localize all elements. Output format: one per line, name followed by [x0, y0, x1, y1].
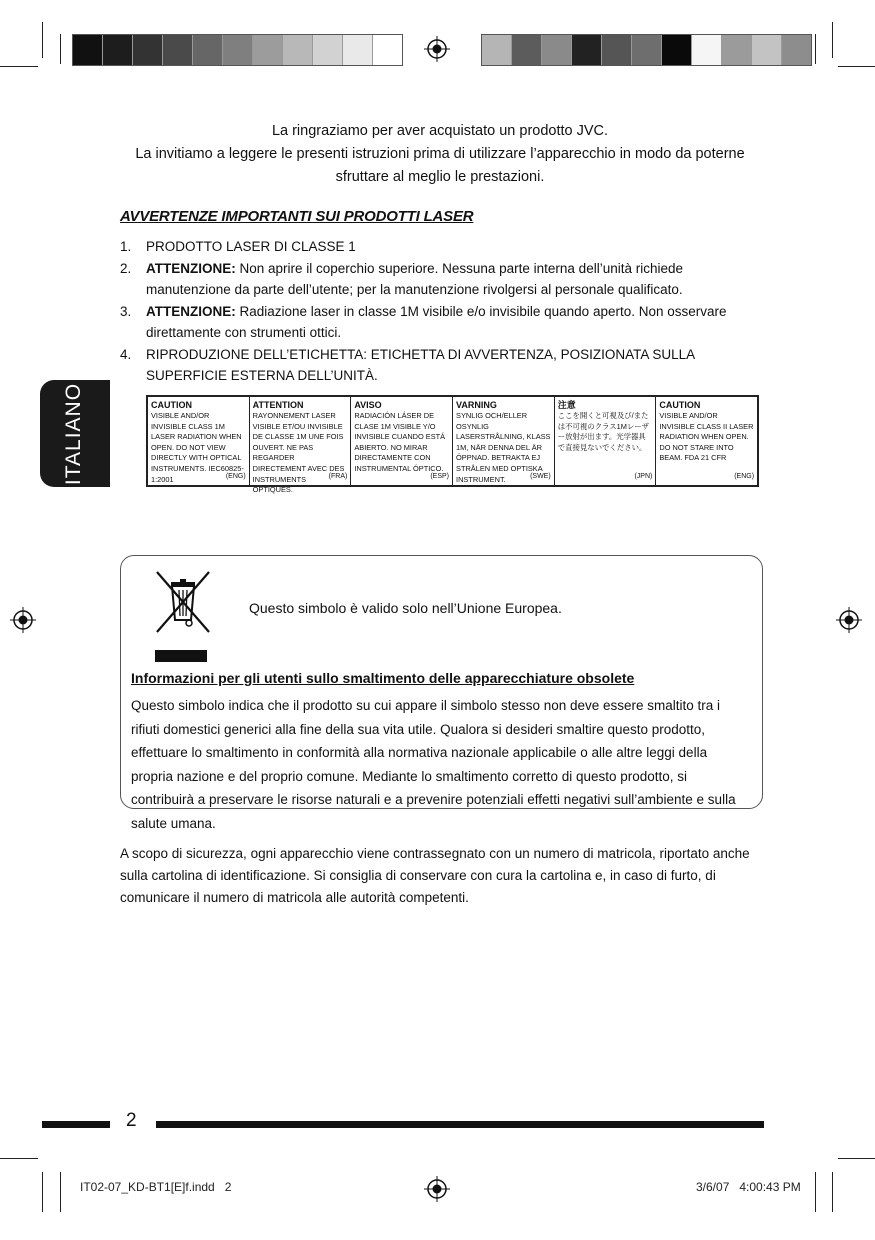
- warning-label-title: CAUTION: [659, 400, 701, 410]
- footer-file-name: IT02-07_KD-BT1[E]f.indd 2: [80, 1180, 232, 1194]
- calibration-swatch: [73, 35, 103, 65]
- crop-mark: [832, 1172, 833, 1212]
- calibration-swatch: [692, 35, 722, 65]
- calibration-swatch: [163, 35, 193, 65]
- serial-number-note: A scopo di sicurezza, ogni apparecchio viene contrassegnato con un numero di matricola, riportato anche sulla cartolina di identificazione. Si consiglia di conservare con cura la cartolina e, in caso di furto, di comunicare il numero di matricola alle autorità competenti.: [120, 846, 750, 905]
- page-rule-right: [156, 1121, 764, 1128]
- crop-mark: [42, 1172, 43, 1212]
- intro-text: [120, 120, 760, 189]
- item-number: 3.: [120, 303, 132, 319]
- warning-label-code: (FRA): [328, 473, 348, 481]
- calibration-swatch: [752, 35, 782, 65]
- item-number: 2.: [120, 260, 132, 276]
- calibration-swatch: [313, 35, 343, 65]
- crop-mark: [60, 1172, 61, 1212]
- warning-label: [656, 397, 757, 485]
- warning-label-title: ATTENTION: [252, 400, 304, 410]
- crop-mark: [42, 22, 43, 58]
- crop-mark: [832, 22, 833, 58]
- item-text: Radiazione laser in classe 1M visibile e/o invisibile quando aperto. Non osservare direttamente con strumenti ottici.: [146, 303, 727, 340]
- crop-mark: [838, 1158, 875, 1159]
- calibration-swatch: [482, 35, 512, 65]
- footer-datetime: 3/6/07 4:00:43 PM: [696, 1180, 801, 1194]
- calibration-swatch: [103, 35, 133, 65]
- warning-label-title: 注意: [557, 400, 576, 410]
- item-bold-label: ATTENZIONE:: [146, 260, 236, 276]
- item-text: Non aprire il coperchio superiore. Nessuna parte interna dell’unità richiede manutenzione da parte dell’utente; per la manutenzione rivolgersi al personale qualificato.: [146, 260, 683, 297]
- warning-label-code: (ENG): [734, 473, 755, 481]
- crop-mark: [838, 66, 875, 67]
- crop-mark: [815, 1172, 816, 1212]
- weee-heading: Informazioni per gli utenti sullo smaltimento delle apparecchiature obsolete: [131, 670, 635, 686]
- crop-mark: [815, 34, 816, 64]
- warning-label-body: RADIACIÓN LÁSER DE CLASE 1M VISIBLE Y/O INVISIBLE CUANDO ESTÁ ABIERTO. NO MIRAR DIRECTAMENTE CON INSTRUMENTAL ÓPTICO.: [354, 411, 446, 473]
- crop-mark: [0, 1158, 38, 1159]
- registration-mark-icon: [10, 607, 36, 633]
- registration-mark-icon: [836, 607, 862, 633]
- calibration-bar-left: [72, 34, 403, 66]
- weee-black-bar: [155, 650, 207, 662]
- warning-label-body: ここを開くと可視及び/または不可視のクラス1Mレーザー放射が出ます。光学器具で直接見ないでください。: [557, 411, 650, 452]
- warning-label-body: VISIBLE AND/OR INVISIBLE CLASS 1M LASER RADIATION WHEN OPEN. DO NOT VIEW DIRECTLY WITH OPTICAL INSTRUMENTS. IEC60825-1:2001: [151, 411, 244, 484]
- laser-warning-item: [120, 344, 760, 387]
- warning-label: [148, 397, 250, 485]
- crossed-wheelie-bin-icon: [151, 570, 215, 634]
- warning-label-code: (ESP): [430, 473, 450, 481]
- warning-label: [250, 397, 352, 495]
- calibration-swatch: [602, 35, 632, 65]
- item-number: 4.: [120, 346, 132, 362]
- intro-line-1: La ringraziamo per aver acquistato un prodotto JVC.: [271, 123, 609, 139]
- calibration-swatch: [512, 35, 542, 65]
- eu-validity-text: Questo simbolo è valido solo nell’Unione Europea.: [249, 600, 562, 616]
- weee-notice-box: [120, 555, 763, 831]
- crop-mark: [0, 66, 38, 67]
- intro-line-2: La invitiamo a leggere le presenti istruzioni prima di utilizzare l’apparecchio in modo da poterne sfruttare al meglio le prestazioni.: [135, 146, 745, 185]
- weee-body: Questo simbolo indica che il prodotto su cui appare il simbolo stesso non deve essere smaltito tra i rifiuti domestici generici alla fine della sua vita utile. Qualora si desideri smaltire questo prodotto, effettuare lo smaltimento in conformità alla normativa nazionale applicabile o alle altre leggi della propria nazione e del proprio comune. Mediante lo smaltimento corretto di questo prodotto, si contribuirà a preservare le risorse naturali e a prevenire potenziali effetti negativi sull’ambiente e sulla salute umana.: [131, 698, 736, 831]
- calibration-swatch: [782, 35, 811, 65]
- warning-label-title: VARNING: [456, 400, 497, 410]
- language-tab-label: ITALIANO: [62, 382, 85, 486]
- warning-label-code: (SWE): [530, 473, 551, 481]
- calibration-swatch: [722, 35, 752, 65]
- page-number: 2: [126, 1110, 137, 1131]
- laser-warning-labels: [146, 395, 759, 495]
- calibration-swatch: [632, 35, 662, 65]
- section-title: AVVERTENZE IMPORTANTI SUI PRODOTTI LASER: [120, 208, 474, 225]
- laser-warnings-list: [120, 236, 760, 387]
- item-bold-label: ATTENZIONE:: [146, 303, 236, 319]
- item-text: RIPRODUZIONE DELL’ETICHETTA: ETICHETTA DI AVVERTENZA, POSIZIONATA SULLA SUPERFICIE ESTERNA DELL’UNITÀ.: [146, 346, 695, 383]
- warning-label-code: (JPN): [634, 473, 653, 481]
- crop-mark: [60, 34, 61, 64]
- warning-label-body: RAYONNEMENT LASER VISIBLE ET/OU INVISIBLE DE CLASSE 1M UNE FOIS OUVERT. NE PAS REGARDER DIRECTEMENT AVEC DES INSTRUMENTS OPTIQUES.: [252, 411, 345, 495]
- calibration-swatch: [253, 35, 283, 65]
- page-rule-left: [42, 1121, 110, 1128]
- calibration-swatch: [373, 35, 402, 65]
- laser-warning-item: [120, 301, 760, 344]
- calibration-bar-right: [481, 34, 812, 66]
- warning-label: [351, 397, 453, 485]
- warning-label: [555, 397, 657, 485]
- calibration-swatch: [662, 35, 692, 65]
- calibration-swatch: [133, 35, 163, 65]
- warning-label-title: CAUTION: [151, 400, 192, 410]
- warning-label-code: (ENG): [225, 473, 246, 481]
- laser-warning-item: [120, 236, 760, 258]
- laser-warning-item: [120, 258, 760, 301]
- registration-mark-icon: [424, 1176, 450, 1202]
- calibration-swatch: [193, 35, 223, 65]
- warning-label-title: AVISO: [354, 400, 382, 410]
- warning-label-body: VISIBLE AND/OR INVISIBLE CLASS II LASER RADIATION WHEN OPEN. DO NOT STARE INTO BEAM. FDA 21 CFR: [659, 411, 754, 463]
- calibration-swatch: [283, 35, 313, 65]
- registration-mark-icon: [424, 36, 450, 62]
- item-text: PRODOTTO LASER DI CLASSE 1: [146, 239, 356, 254]
- calibration-swatch: [223, 35, 253, 65]
- calibration-swatch: [542, 35, 572, 65]
- warning-label: [453, 397, 555, 485]
- warning-label-body: SYNLIG OCH/ELLER OSYNLIG LASERSTRÅLNING, KLASS 1M, NÄR DENNA DEL ÄR ÖPPNAD. BETRAKTA EJ STRÅLEN MED OPTISKA INSTRUMENT.: [456, 411, 551, 484]
- language-tab: [40, 380, 110, 487]
- calibration-swatch: [572, 35, 602, 65]
- item-number: 1.: [120, 239, 132, 254]
- calibration-swatch: [343, 35, 373, 65]
